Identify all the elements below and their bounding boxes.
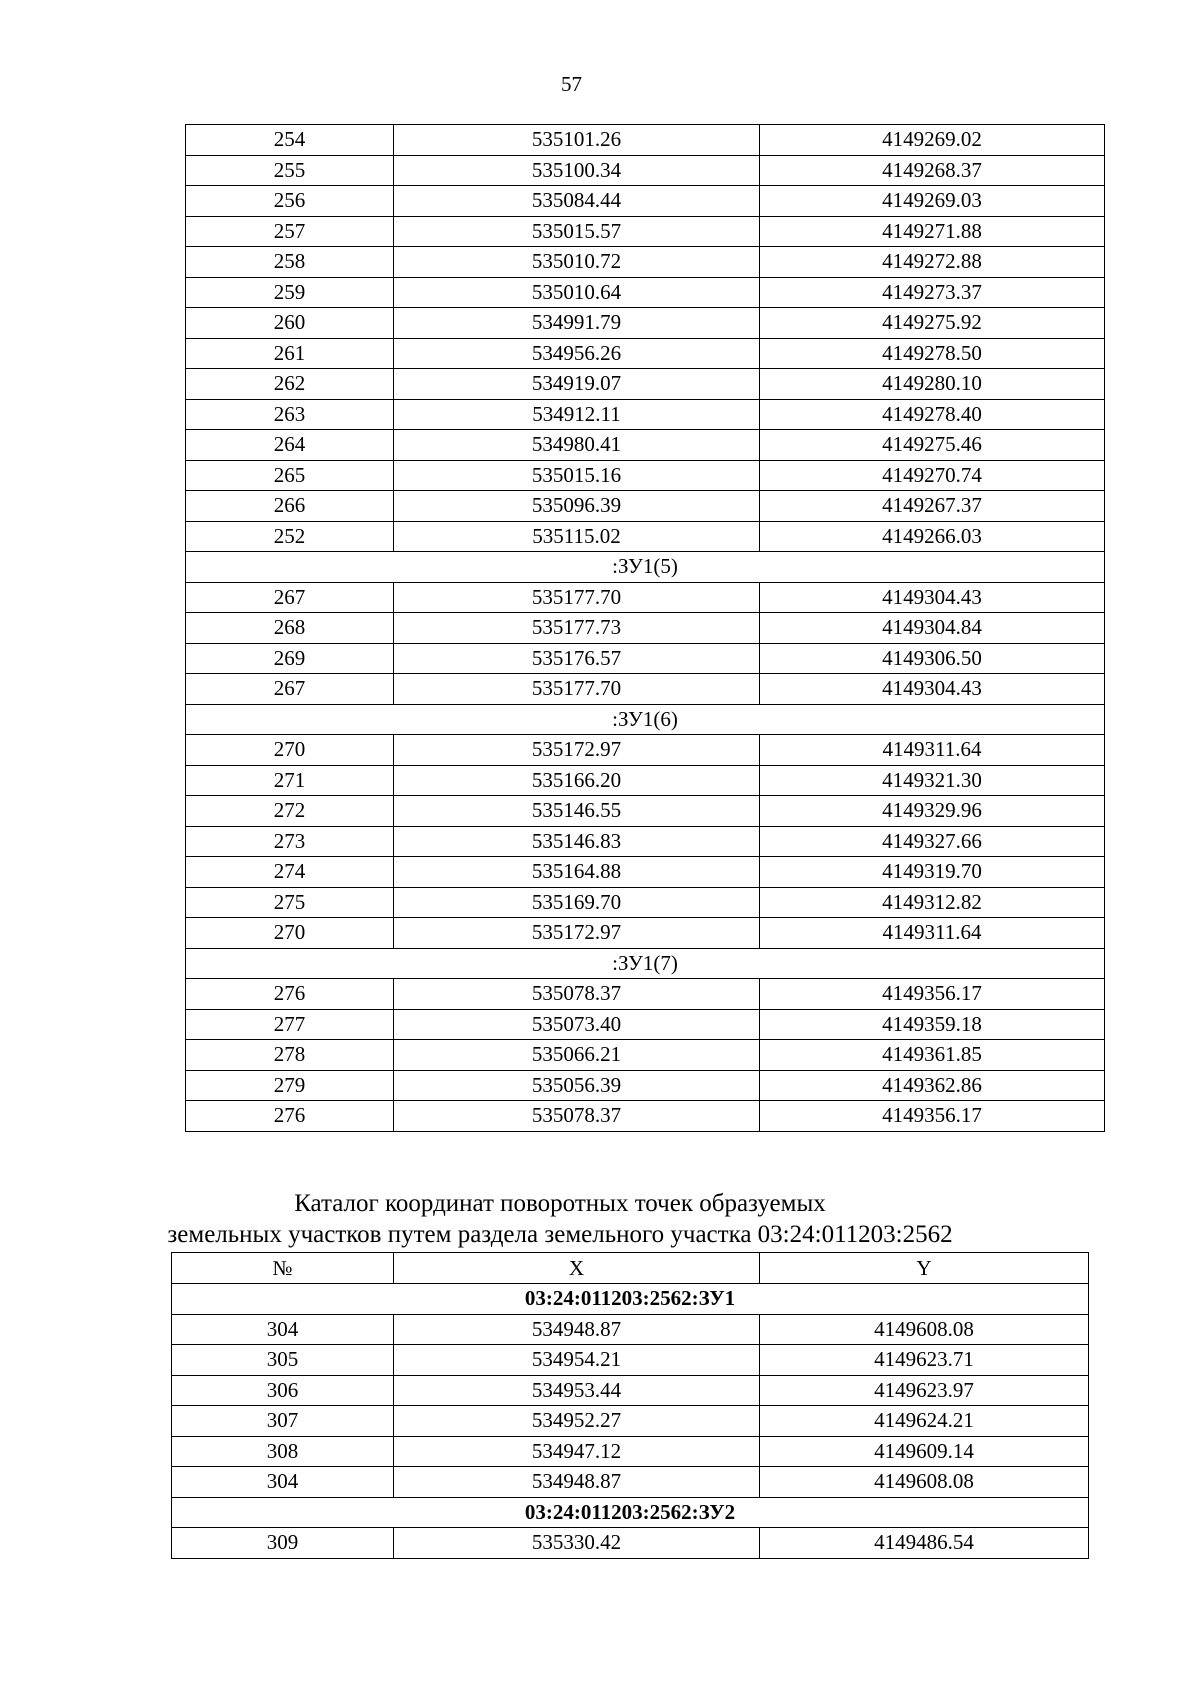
y-coordinate-cell: 4149311.64 [760, 735, 1105, 766]
table-row [186, 308, 1105, 339]
section-label: 03:24:011203:2562:ЗУ2 [172, 1497, 1089, 1528]
table-row [186, 460, 1105, 491]
point-number-cell: 265 [186, 460, 394, 491]
table-row [186, 430, 1105, 461]
y-coordinate-cell: 4149608.08 [760, 1314, 1089, 1345]
table-row [186, 674, 1105, 705]
point-number-cell: 268 [186, 613, 394, 644]
point-number-cell: 307 [172, 1406, 394, 1437]
section-row [186, 552, 1105, 583]
table-row [186, 765, 1105, 796]
x-coordinate-cell: 535176.57 [394, 643, 760, 674]
x-coordinate-cell: 535177.73 [394, 613, 760, 644]
y-coordinate-cell: 4149356.17 [760, 1101, 1105, 1132]
y-coordinate-cell: 4149275.46 [760, 430, 1105, 461]
table-row [172, 1467, 1089, 1498]
section-row [186, 948, 1105, 979]
x-coordinate-cell: 535172.97 [394, 735, 760, 766]
y-coordinate-cell: 4149304.43 [760, 674, 1105, 705]
x-coordinate-cell: 534980.41 [394, 430, 760, 461]
section-row [172, 1497, 1089, 1528]
table-row [186, 247, 1105, 278]
y-coordinate-cell: 4149319.70 [760, 857, 1105, 888]
x-coordinate-cell: 535010.72 [394, 247, 760, 278]
y-coordinate-cell: 4149306.50 [760, 643, 1105, 674]
point-number-cell: 261 [186, 338, 394, 369]
y-coordinate-cell: 4149270.74 [760, 460, 1105, 491]
x-coordinate-cell: 535073.40 [394, 1009, 760, 1040]
table-row [186, 1070, 1105, 1101]
y-coordinate-cell: 4149267.37 [760, 491, 1105, 522]
x-coordinate-cell: 535015.16 [394, 460, 760, 491]
y-coordinate-cell: 4149304.84 [760, 613, 1105, 644]
y-coordinate-cell: 4149608.08 [760, 1467, 1089, 1498]
table-row [186, 369, 1105, 400]
table-row [186, 399, 1105, 430]
y-coordinate-cell: 4149273.37 [760, 277, 1105, 308]
point-number-cell: 259 [186, 277, 394, 308]
coordinates-table-continued [185, 124, 1105, 1132]
point-number-cell: 308 [172, 1436, 394, 1467]
point-number-cell: 270 [186, 918, 394, 949]
y-coordinate-cell: 4149486.54 [760, 1528, 1089, 1559]
y-coordinate-cell: 4149271.88 [760, 216, 1105, 247]
y-coordinate-cell: 4149362.86 [760, 1070, 1105, 1101]
point-number-cell: 270 [186, 735, 394, 766]
x-coordinate-cell: 535177.70 [394, 582, 760, 613]
x-coordinate-cell: 535164.88 [394, 857, 760, 888]
point-number-cell: 255 [186, 155, 394, 186]
x-coordinate-cell: 534948.87 [394, 1314, 760, 1345]
x-coordinate-cell: 535100.34 [394, 155, 760, 186]
table-row [186, 521, 1105, 552]
x-coordinate-cell: 535078.37 [394, 979, 760, 1010]
y-coordinate-cell: 4149269.02 [760, 125, 1105, 156]
table-row [172, 1436, 1089, 1467]
y-coordinate-cell: 4149623.71 [760, 1345, 1089, 1376]
table-row [172, 1406, 1089, 1437]
point-number-cell: 257 [186, 216, 394, 247]
table-row [186, 735, 1105, 766]
point-number-cell: 275 [186, 887, 394, 918]
table-row [186, 643, 1105, 674]
point-number-cell: 260 [186, 308, 394, 339]
point-number-cell: 252 [186, 521, 394, 552]
y-coordinate-cell: 4149623.97 [760, 1375, 1089, 1406]
y-coordinate-cell: 4149312.82 [760, 887, 1105, 918]
section-label: 03:24:011203:2562:ЗУ1 [172, 1284, 1089, 1315]
y-coordinate-cell: 4149356.17 [760, 979, 1105, 1010]
y-coordinate-cell: 4149359.18 [760, 1009, 1105, 1040]
x-coordinate-cell: 535172.97 [394, 918, 760, 949]
page-number: 57 [561, 72, 582, 96]
table-row [172, 1345, 1089, 1376]
table-row [186, 826, 1105, 857]
header-number: № [172, 1253, 394, 1284]
table-row [186, 582, 1105, 613]
x-coordinate-cell: 534954.21 [394, 1345, 760, 1376]
x-coordinate-cell: 534948.87 [394, 1467, 760, 1498]
point-number-cell: 271 [186, 765, 394, 796]
y-coordinate-cell: 4149278.50 [760, 338, 1105, 369]
table-row [186, 796, 1105, 827]
point-number-cell: 272 [186, 796, 394, 827]
y-coordinate-cell: 4149268.37 [760, 155, 1105, 186]
x-coordinate-cell: 535066.21 [394, 1040, 760, 1071]
x-coordinate-cell: 535169.70 [394, 887, 760, 918]
y-coordinate-cell: 4149327.66 [760, 826, 1105, 857]
x-coordinate-cell: 534953.44 [394, 1375, 760, 1406]
x-coordinate-cell: 535078.37 [394, 1101, 760, 1132]
table-row [186, 338, 1105, 369]
point-number-cell: 277 [186, 1009, 394, 1040]
table-row [186, 216, 1105, 247]
x-coordinate-cell: 534952.27 [394, 1406, 760, 1437]
table-row [186, 1009, 1105, 1040]
table-row [186, 613, 1105, 644]
y-coordinate-cell: 4149266.03 [760, 521, 1105, 552]
table-row [186, 1040, 1105, 1071]
y-coordinate-cell: 4149304.43 [760, 582, 1105, 613]
y-coordinate-cell: 4149280.10 [760, 369, 1105, 400]
x-coordinate-cell: 535010.64 [394, 277, 760, 308]
point-number-cell: 279 [186, 1070, 394, 1101]
point-number-cell: 309 [172, 1528, 394, 1559]
x-coordinate-cell: 535101.26 [394, 125, 760, 156]
point-number-cell: 276 [186, 1101, 394, 1132]
table-row [172, 1314, 1089, 1345]
header-y: Y [760, 1253, 1089, 1284]
x-coordinate-cell: 534912.11 [394, 399, 760, 430]
point-number-cell: 256 [186, 186, 394, 217]
catalog-caption-line2: земельных участков путем раздела земельного участка 03:24:011203:2562 [167, 1221, 953, 1248]
table-row [186, 277, 1105, 308]
x-coordinate-cell: 534919.07 [394, 369, 760, 400]
y-coordinate-cell: 4149278.40 [760, 399, 1105, 430]
y-coordinate-cell: 4149272.88 [760, 247, 1105, 278]
point-number-cell: 254 [186, 125, 394, 156]
section-label: :ЗУ1(7) [186, 948, 1105, 979]
y-coordinate-cell: 4149361.85 [760, 1040, 1105, 1071]
point-number-cell: 266 [186, 491, 394, 522]
section-label: :ЗУ1(6) [186, 704, 1105, 735]
section-row [172, 1284, 1089, 1315]
point-number-cell: 263 [186, 399, 394, 430]
point-number-cell: 304 [172, 1314, 394, 1345]
y-coordinate-cell: 4149329.96 [760, 796, 1105, 827]
table-row [186, 1101, 1105, 1132]
point-number-cell: 274 [186, 857, 394, 888]
catalog-coordinates-table [171, 1252, 1089, 1559]
point-number-cell: 264 [186, 430, 394, 461]
x-coordinate-cell: 535096.39 [394, 491, 760, 522]
table-header-row [172, 1253, 1089, 1284]
y-coordinate-cell: 4149321.30 [760, 765, 1105, 796]
point-number-cell: 304 [172, 1467, 394, 1498]
x-coordinate-cell: 535056.39 [394, 1070, 760, 1101]
x-coordinate-cell: 534956.26 [394, 338, 760, 369]
point-number-cell: 306 [172, 1375, 394, 1406]
catalog-table-body [172, 1284, 1089, 1559]
coordinates-table-body [186, 125, 1105, 1132]
y-coordinate-cell: 4149311.64 [760, 918, 1105, 949]
header-x: X [394, 1253, 760, 1284]
x-coordinate-cell: 535015.57 [394, 216, 760, 247]
x-coordinate-cell: 535146.83 [394, 826, 760, 857]
point-number-cell: 269 [186, 643, 394, 674]
x-coordinate-cell: 535166.20 [394, 765, 760, 796]
x-coordinate-cell: 535146.55 [394, 796, 760, 827]
point-number-cell: 267 [186, 582, 394, 613]
table-row [186, 186, 1105, 217]
table-row [186, 155, 1105, 186]
catalog-caption-line1: Каталог координат поворотных точек образуемых [294, 1190, 826, 1217]
table-row [186, 887, 1105, 918]
point-number-cell: 276 [186, 979, 394, 1010]
section-row [186, 704, 1105, 735]
point-number-cell: 305 [172, 1345, 394, 1376]
table-row [186, 979, 1105, 1010]
table-row [186, 125, 1105, 156]
table-row [172, 1528, 1089, 1559]
point-number-cell: 258 [186, 247, 394, 278]
x-coordinate-cell: 535115.02 [394, 521, 760, 552]
x-coordinate-cell: 534947.12 [394, 1436, 760, 1467]
y-coordinate-cell: 4149609.14 [760, 1436, 1089, 1467]
table-row [186, 491, 1105, 522]
y-coordinate-cell: 4149269.03 [760, 186, 1105, 217]
point-number-cell: 273 [186, 826, 394, 857]
x-coordinate-cell: 534991.79 [394, 308, 760, 339]
point-number-cell: 262 [186, 369, 394, 400]
point-number-cell: 278 [186, 1040, 394, 1071]
point-number-cell: 267 [186, 674, 394, 705]
y-coordinate-cell: 4149275.92 [760, 308, 1105, 339]
table-row [172, 1375, 1089, 1406]
y-coordinate-cell: 4149624.21 [760, 1406, 1089, 1437]
table-row [186, 857, 1105, 888]
section-label: :ЗУ1(5) [186, 552, 1105, 583]
x-coordinate-cell: 535330.42 [394, 1528, 760, 1559]
x-coordinate-cell: 535177.70 [394, 674, 760, 705]
x-coordinate-cell: 535084.44 [394, 186, 760, 217]
table-row [186, 918, 1105, 949]
